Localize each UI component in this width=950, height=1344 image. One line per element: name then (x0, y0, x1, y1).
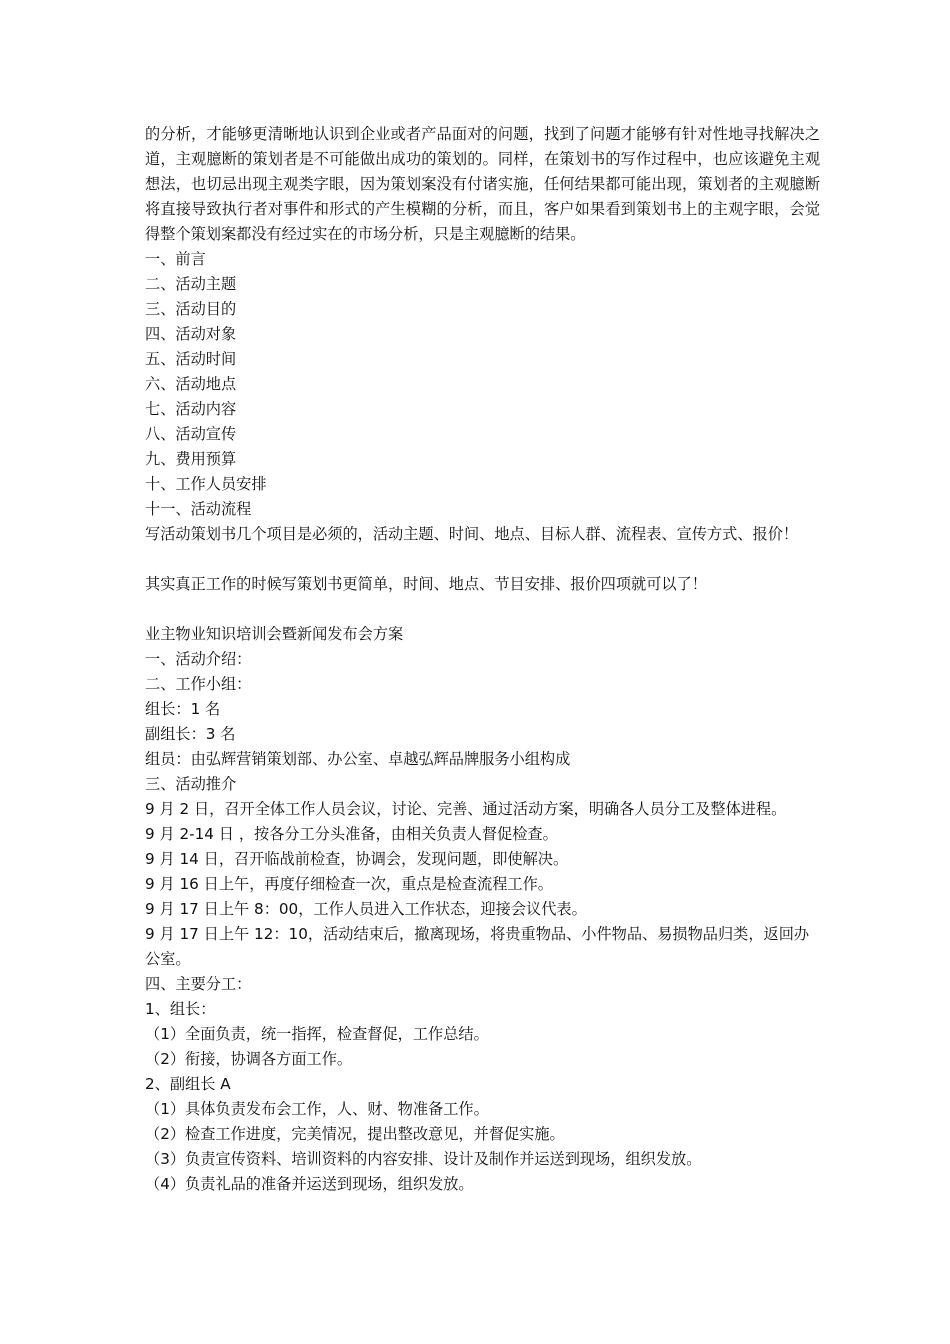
schedule-item: 9 月 17 日上午 8：00，工作人员进入工作状态，迎接会议代表。 (145, 900, 587, 918)
role-item: （2）衔接，协调各方面工作。 (145, 1050, 353, 1068)
role-title: 1、组长： (145, 1000, 216, 1018)
role-title: 2、副组长 A (145, 1075, 231, 1093)
role-item: （1）具体负责发布会工作，人、财、物准备工作。 (145, 1100, 489, 1118)
document-page (145, 122, 820, 1197)
role-item: （1）全面负责，统一指挥，检查督促，工作总结。 (145, 1025, 489, 1043)
schedule-item: 9 月 16 日上午，再度仔细检查一次，重点是检查流程工作。 (145, 875, 553, 893)
vice-leader-line: 副组长：3 名 (145, 725, 236, 743)
intro-paragraph: 的分析，才能够更清晰地认识到企业或者产品面对的问题，找到了问题才能够有针对性地寻找解决之道，主观臆断的策划者是不可能做出成功的策划的。同样，在策划书的写作过程中，也应该避免主观想法，也切忌出现主观类字眼，因为策划案没有付诸实施，任何结果都可能出现，策划者的主观臆断将直接导致执行者对事件和形式的产生模糊的分析，而且，客户如果看到策划书上的主观字眼，会觉得整个策划案都没有经过实在的市场分析，只是主观臆断的结果。 (145, 125, 820, 243)
outline-item: 六、活动地点 (145, 375, 237, 393)
plan-title: 业主物业知识培训会暨新闻发布会方案 (145, 625, 404, 643)
outline-list (145, 247, 820, 522)
schedule-list (145, 797, 820, 972)
role-item: （3）负责宣传资料、培训资料的内容安排、设计及制作并运送到现场，组织发放。 (145, 1150, 702, 1168)
outline-item: 八、活动宣传 (145, 425, 237, 443)
section-heading: 三、活动推介 (145, 775, 237, 793)
blank-line (145, 547, 820, 572)
section-heading: 二、工作小组： (145, 675, 252, 693)
outline-item: 一、前言 (145, 250, 206, 268)
role-item: （2）检查工作进度，完美情况，提出整改意见，并督促实施。 (145, 1125, 565, 1143)
outline-item: 二、活动主题 (145, 275, 237, 293)
members-line: 组员：由弘辉营销策划部、办公室、卓越弘辉品牌服务小组构成 (145, 750, 571, 768)
outline-item: 五、活动时间 (145, 350, 237, 368)
simple-line: 其实真正工作的时候写策划书更简单，时间、地点、节目安排、报价四项就可以了！ (145, 575, 707, 593)
outline-item: 十、工作人员安排 (145, 475, 267, 493)
schedule-item: 9 月 17 日上午 12：10，活动结束后，撤离现场，将贵重物品、小件物品、易损物品归类，返回办公室。 (145, 925, 810, 968)
role-item: （4）负责礼品的准备并运送到现场，组织发放。 (145, 1175, 474, 1193)
outline-item: 三、活动目的 (145, 300, 237, 318)
section-heading: 一、活动介绍： (145, 650, 252, 668)
outline-item: 十一、活动流程 (145, 500, 252, 518)
outline-item: 七、活动内容 (145, 400, 237, 418)
schedule-item: 9 月 2 日，召开全体工作人员会议，讨论、完善、通过活动方案，明确各人员分工及整体进程。 (145, 800, 787, 818)
leader-line: 组长：1 名 (145, 700, 221, 718)
summary-line: 写活动策划书几个项目是必须的，活动主题、时间、地点、目标人群、流程表、宣传方式、报价！ (145, 525, 799, 543)
schedule-item: 9 月 14 日，召开临战前检查，协调会，发现问题，即使解决。 (145, 850, 569, 868)
section-heading: 四、主要分工： (145, 975, 252, 993)
schedule-item: 9 月 2-14 日 ，按各分工分头准备，由相关负责人督促检查。 (145, 825, 558, 843)
outline-item: 九、费用预算 (145, 450, 237, 468)
outline-item: 四、活动对象 (145, 325, 237, 343)
blank-line (145, 597, 820, 622)
